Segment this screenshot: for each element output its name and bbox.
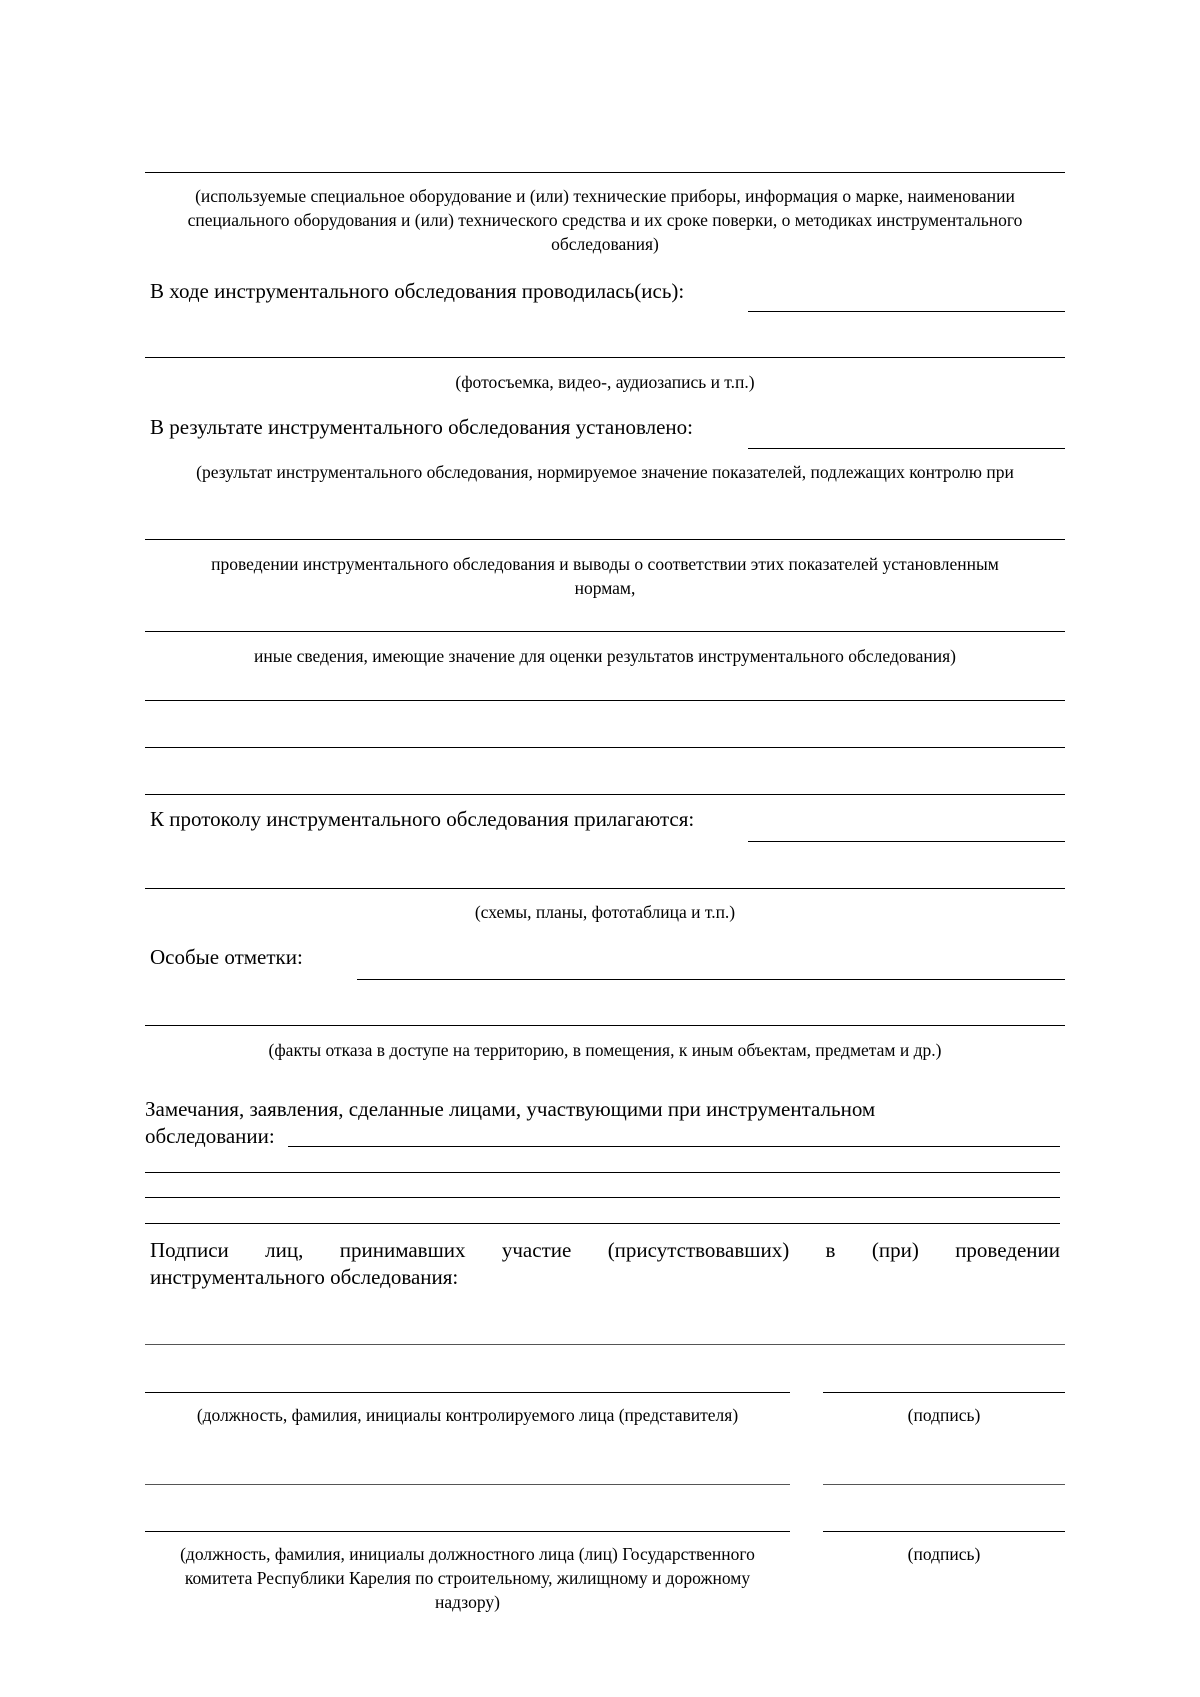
remarks-input-line-1[interactable]	[288, 1146, 1060, 1147]
remarks-input-line-4[interactable]	[145, 1223, 1060, 1224]
signatures-heading-line-2: инструментального обследования:	[150, 1265, 459, 1289]
controlled-person-name-line[interactable]	[145, 1392, 790, 1393]
equipment-input-line[interactable]	[145, 172, 1065, 173]
conducted-input-line-2[interactable]	[145, 357, 1065, 358]
attachments-caption: (схемы, планы, фототаблица и т.п.)	[474, 902, 736, 922]
result-label: В результате инструментального обследования установлено:	[150, 415, 693, 439]
special-notes-caption: (факты отказа в доступе на территорию, в помещения, к иным объектам, предметам и др.)	[268, 1040, 942, 1060]
result-caption-1: (результат инструментального обследования, нормируемое значение показателей, подлежащих контролю при	[196, 462, 1014, 482]
official-caption: (должность, фамилия, инициалы должностного лица (лиц) Государственного комитета Республики Карелия по строительному, жилищному и дорожному надзору)	[180, 1544, 755, 1612]
special-notes-input-line-1[interactable]	[357, 979, 1065, 980]
special-notes-input-line-2[interactable]	[145, 1025, 1065, 1026]
controlled-person-caption: (должность, фамилия, инициалы контролируемого лица (представителя)	[196, 1405, 739, 1425]
controlled-person-signature-line[interactable]	[823, 1392, 1065, 1393]
signatures-input-line[interactable]	[145, 1344, 1065, 1345]
remarks-label-line-2: обследовании:	[145, 1124, 275, 1148]
attachments-input-line-2[interactable]	[145, 888, 1065, 889]
remarks-label-line-1: Замечания, заявления, сделанные лицами, участвующими при инструментальном	[145, 1097, 876, 1121]
remarks-input-line-3[interactable]	[145, 1197, 1060, 1198]
attachments-input-line-1[interactable]	[748, 841, 1065, 842]
official-signature-caption: (подпись)	[907, 1544, 981, 1564]
official-name-line-1[interactable]	[145, 1484, 790, 1485]
result-input-line-3[interactable]	[145, 631, 1065, 632]
conducted-label: В ходе инструментального обследования проводилась(ись):	[150, 279, 685, 303]
conducted-input-line-1[interactable]	[748, 311, 1065, 312]
equipment-caption: (используемые специальное оборудование и (или) технические приборы, информация о марке, наименовании специального оборудования и (или) технического средства и их сроке поверки, о методиках инструментального обследования)	[187, 186, 1023, 254]
special-notes-label: Особые отметки:	[150, 945, 303, 969]
official-signature-line-1[interactable]	[823, 1484, 1065, 1485]
official-name-line-2[interactable]	[145, 1531, 790, 1532]
result-input-line-4[interactable]	[145, 700, 1065, 701]
official-signature-line-2[interactable]	[823, 1531, 1065, 1532]
result-input-line-2[interactable]	[145, 539, 1065, 540]
remarks-input-line-2[interactable]	[145, 1172, 1060, 1173]
result-caption-3: иные сведения, имеющие значение для оценки результатов инструментального обследования)	[253, 646, 957, 666]
controlled-person-signature-caption: (подпись)	[907, 1405, 981, 1425]
conducted-caption: (фотосъемка, видео-, аудиозапись и т.п.)	[455, 372, 755, 392]
result-input-line-6[interactable]	[145, 794, 1065, 795]
attachments-label: К протоколу инструментального обследования прилагаются:	[150, 807, 695, 831]
result-input-line-5[interactable]	[145, 747, 1065, 748]
signatures-heading-line-1: Подписи лиц, принимавших участие (присутствовавших) в (при) проведении	[150, 1238, 1060, 1262]
result-input-line-1[interactable]	[748, 448, 1065, 449]
result-caption-2: проведении инструментального обследования и выводы о соответствии этих показателей установленным нормам,	[211, 554, 999, 598]
